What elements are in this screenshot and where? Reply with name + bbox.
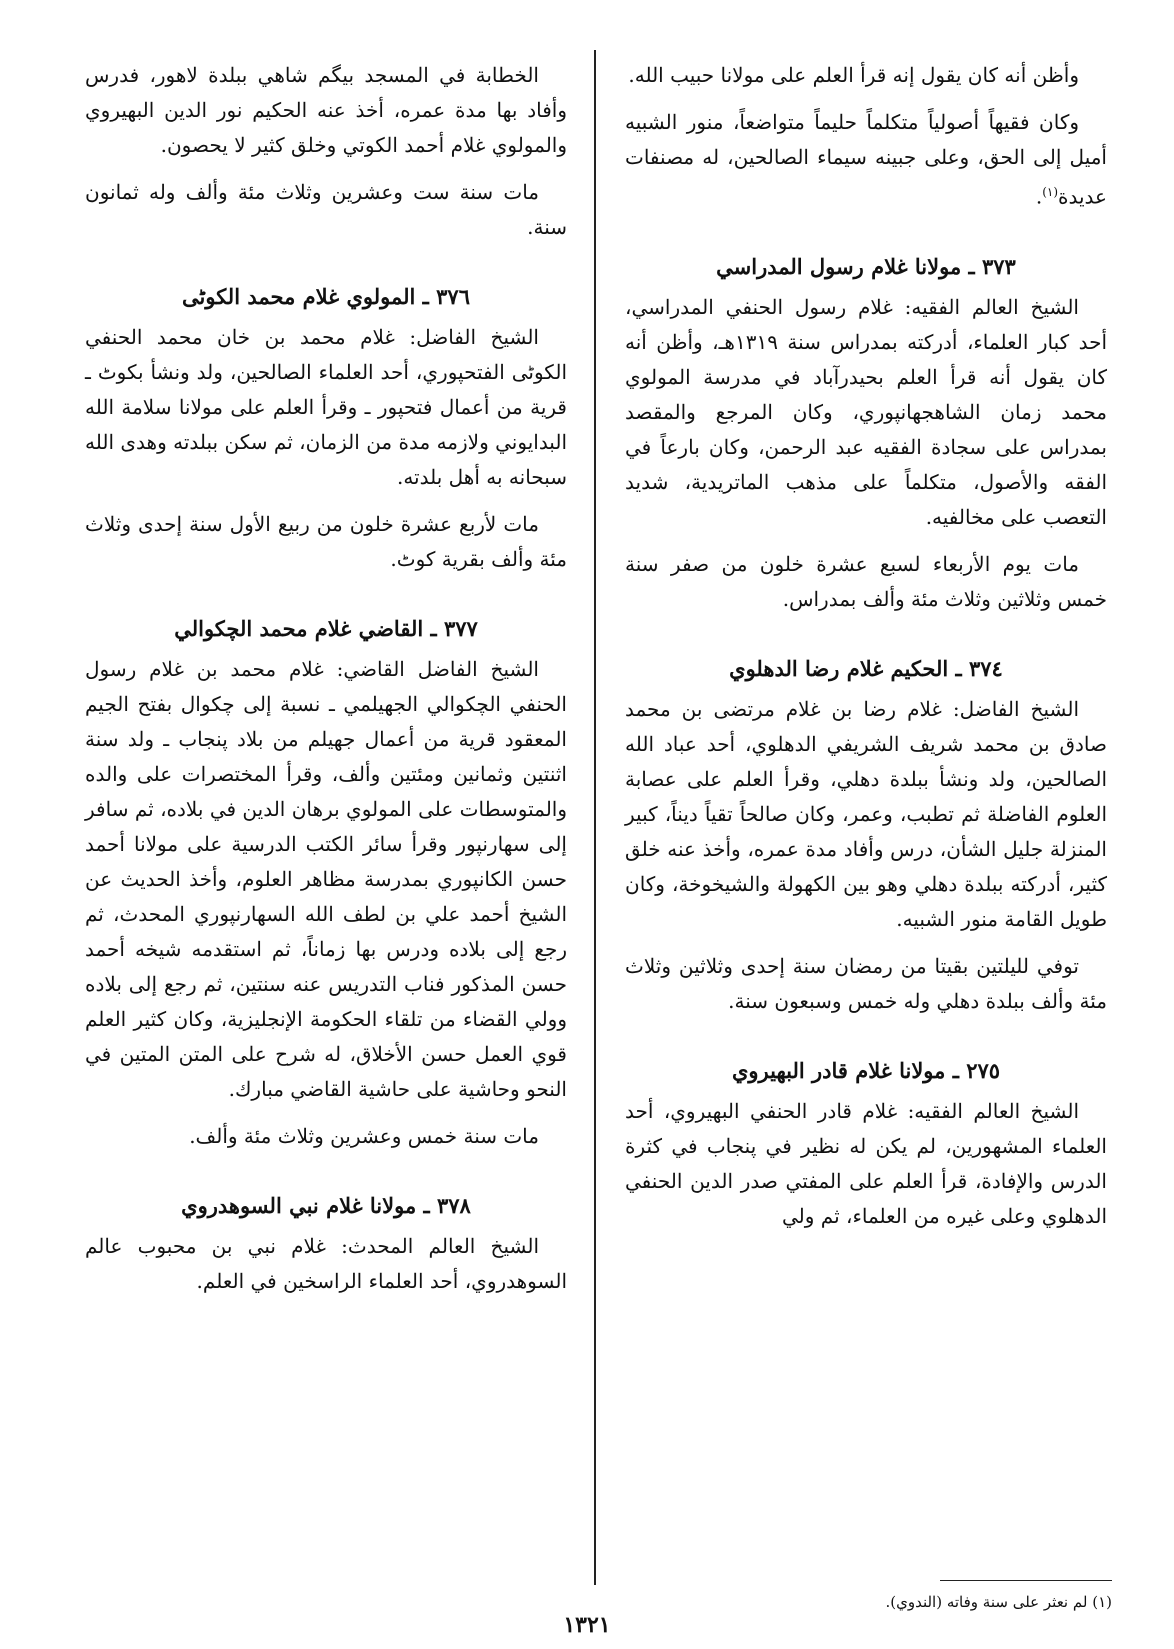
footnote-rule <box>940 1580 1112 1581</box>
entry-paragraph: الشيخ الفاضل: غلام رضا بن غلام مرتضى بن محمد صادق بن محمد شريف الشريفي الدهلوي، أحد عباد الله الصالحين، ولد ونشأ ببلدة دهلي، وقرأ العلم على عصابة العلوم الفاضلة ثم تطبب، وعمر، وكان صالحاً تقياً ديناً، كبير المنزلة جليل الشأن، درس وأفاد مدة عمره، وأخذ عنه خلق كثير، أدركته ببلدة دهلي وهو بين الكهولة والشيخوخة، وكان طويل القامة منور الشبيه. <box>625 696 1107 931</box>
footnote-marker: (١) <box>1092 1593 1112 1611</box>
continuation-paragraph: مات سنة ست وعشرين وثلاث مئة وألف وله ثمانون سنة. <box>85 180 567 239</box>
entry-heading: ٣٧٨ ـ مولانا غلام نبي السوهدروي <box>181 1193 471 1218</box>
right-column <box>625 58 1107 1246</box>
page-number: ١٣٢١ <box>563 1612 611 1638</box>
continuation-end: . <box>1035 184 1043 209</box>
entry-paragraph: الشيخ العالم الفقيه: غلام رسول الحنفي المدراسي، أحد كبار العلماء، أدركته بمدراس سنة ١٣١٩هـ، وأظن أنه كان يقول أنه قرأ العلم بحيدرآباد في مدرسة المولوي محمد زمان الشاهجهانپوري، وكان المرجع والمقصد بمدراس على سجادة الفقيه عبد الرحمن، وكان بارعاً في الفقه والأصول، متكلماً على مذهب الماتريدية، شديد التعصب على مخالفيه. <box>625 294 1108 529</box>
continuation-paragraph: وأظن أنه كان يقول إنه قرأ العلم على مولانا حبيب الله. <box>628 63 1079 87</box>
entry-paragraph: مات سنة خمس وعشرين وثلاث مئة وألف. <box>189 1124 539 1148</box>
footnote-text: لم نعثر على سنة وفاته (الندوي). <box>885 1593 1088 1611</box>
entry-paragraph: مات يوم الأربعاء لسبع عشرة خلون من صفر سنة خمس وثلاثين وثلاث مئة وألف بمدراس. <box>625 551 1107 611</box>
footnote-reference: (١) <box>1042 185 1059 199</box>
entry-heading: ٣٧٦ ـ المولوي غلام محمد الكوٹی <box>182 284 470 309</box>
entry-heading: ٣٧٧ ـ القاضي غلام محمد الچكوالي <box>174 616 478 641</box>
entry-heading: ٢٧٥ ـ مولانا غلام قادر البهيروي <box>731 1057 1001 1083</box>
entry-paragraph: مات لأربع عشرة خلون من ربيع الأول سنة إحدى وثلاث مئة وألف بقرية كوٹ. <box>85 512 567 571</box>
entry-paragraph: توفي لليلتين بقيتا من رمضان سنة إحدى وثلاثين وثلاث مئة وألف ببلدة دهلي وله خمس وسبعون سنة. <box>625 953 1107 1013</box>
entry-paragraph: الشيخ الفاضل القاضي: غلام محمد بن غلام رسول الحنفي الچكوالي الجهيلمي ـ نسبة إلى چكوال بفتح الجيم المعقود قرية من أعمال جهيلم من بلاد پنجاب ـ ولد سنة اثنتين وثمانين ومئتين وألف، وقرأ المختصرات على والده والمتوسطات على المولوي برهان الدين في بلاده، ثم سافر إلى سهارنپور وقرأ سائر الكتب الدرسية على مولانا أحمد حسن الكانپوري بمدرسة مظاهر العلوم، وأخذ الحديث عن الشيخ أحمد علي بن لطف الله السهارنپوري المحدث، ثم رجع إلى بلاده ودرس بها زماناً، ثم استقدمه شيخه أحمد حسن المذكور فناب التدريس عنه سنتين، ثم رجع إلى بلاده وولي القضاء من تلقاء الحكومة الإنجليزية، وكان كثير العلم قوي العمل حسن الأخلاق، له شرح على المتن المتين في النحو وحاشية على حاشية القاضي مبارك. <box>85 657 567 1101</box>
footnote <box>700 1590 1112 1614</box>
column-divider <box>594 50 596 1585</box>
left-column <box>85 58 567 1311</box>
biography-entry <box>85 611 567 1154</box>
entry-paragraph: الشيخ الفاضل: غلام محمد بن خان محمد الحنفي الكوٹی الفتحپوري، أحد العلماء الصالحين، ولد ونشأ بكوٹ ـ قرية من أعمال فتحپور ـ وقرأ العلم على مولانا سلامة الله البدايوني ولازمه مدة من الزمان، ثم سكن ببلدته وهدى الله سبحانه به أهل بلدته. <box>85 325 567 489</box>
biography-entry <box>625 249 1107 617</box>
biography-entry <box>625 651 1107 1019</box>
continuation-paragraph: الخطابة في المسجد بيگم شاهي ببلدة لاهور، فدرس وأفاد بها مدة عمره، أخذ عنه الحكيم نور الدين البهيروي والمولوي غلام أحمد الكوتي وخلق كثير لا يحصون. <box>85 63 567 157</box>
biography-entry <box>85 1188 567 1299</box>
entry-paragraph: الشيخ العالم المحدث: غلام نبي بن محبوب عالم السوهدروي، أحد العلماء الراسخين في العلم. <box>85 1234 567 1293</box>
entry-heading: ٣٧٤ ـ الحكيم غلام رضا الدهلوي <box>729 655 1003 681</box>
entry-heading: ٣٧٣ ـ مولانا غلام رسول المدراسي <box>716 253 1016 279</box>
continuation-text: وكان فقيهاً أصولياً متكلماً حليماً متواضعاً، منور الشبيه أميل إلى الحق، وعلى جبينه سيماء الصالحين، له مصنفات عديدة <box>625 110 1107 209</box>
continuation-paragraph <box>625 105 1107 215</box>
entry-paragraph: الشيخ العالم الفقيه: غلام قادر الحنفي البهيروي، أحد العلماء المشهورين، لم يكن له نظير في پنجاب في كثرة الدرس والإفادة، قرأ العلم على المفتي صدر الدين الحنفي الدهلوي وعلى غيره من العلماء، ثم ولي <box>625 1098 1107 1228</box>
biography-entry <box>625 1053 1107 1234</box>
biography-entry <box>85 279 567 577</box>
